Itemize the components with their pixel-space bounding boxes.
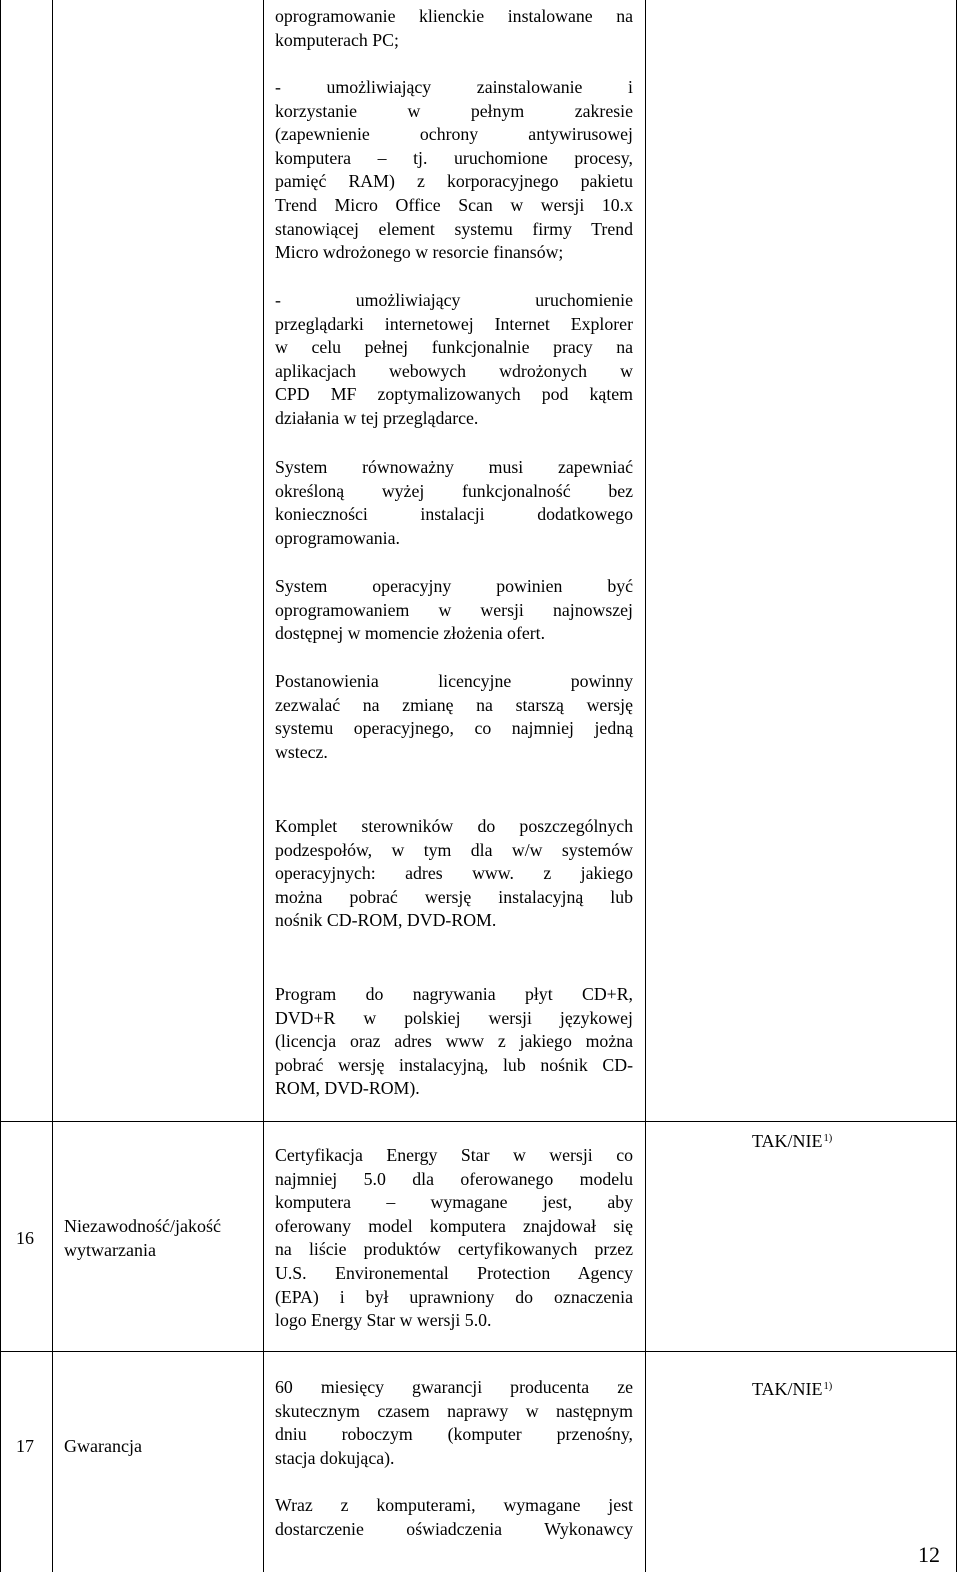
description-block-4: [275, 456, 633, 550]
text-line: pamięć RAM) z korporacyjnego pakietu: [275, 171, 633, 192]
table-border-right: [956, 0, 957, 1572]
col-divider-3: [645, 0, 646, 1572]
description-block-2: [275, 76, 633, 265]
row-divider-15-16: [0, 1121, 957, 1122]
description-block-1: [275, 5, 633, 52]
description-block-5: [275, 575, 633, 646]
row-16-description: [275, 1144, 633, 1333]
description-block-8: [275, 983, 633, 1101]
text-line: U.S. Environemental Protection Agency: [275, 1262, 633, 1283]
text-line: System operacyjny powinien być: [275, 576, 633, 596]
text-line: Micro wdrożonego w resorcie finansów;: [275, 242, 564, 263]
text-line: logo Energy Star w wersji 5.0.: [275, 1310, 492, 1331]
text-line: (licencja oraz adres www z jakiego można: [275, 1031, 633, 1052]
text-line: dostarczenie oświadczenia Wykonawcy: [275, 1518, 633, 1539]
text-line: działania w tej przeglądarce.: [275, 407, 479, 428]
row-16-name: [64, 1214, 221, 1262]
text-line: ROM, DVD-ROM).: [275, 1078, 420, 1099]
text-line: oprogramowania.: [275, 527, 400, 548]
text-line: komputera – tj. uruchomione procesy,: [275, 147, 633, 168]
text-line: (zapewnienie ochrony antywirusowej: [275, 124, 633, 145]
text-line: Program do nagrywania płyt CD+R,: [275, 984, 633, 1004]
text-line: CPD MF zoptymalizowanych pod kątem: [275, 384, 633, 405]
text-line: podzespołów, w tym dla w/w systemów: [275, 839, 633, 860]
answer-text: TAK/NIE: [752, 1379, 823, 1399]
text-line: System równoważny musi zapewniać: [275, 457, 633, 477]
row-16-number: 16: [16, 1228, 34, 1248]
col-divider-2: [263, 0, 264, 1572]
text-line: Postanowienia licencyjne powinny: [275, 671, 633, 691]
row-16-answer: [752, 1127, 832, 1153]
text-line: Komplet sterowników do poszczególnych: [275, 816, 633, 836]
text-line: oferowany model komputera znajdował się: [275, 1215, 633, 1236]
row-16-name-line: wytwarzania: [64, 1240, 156, 1260]
text-line: można pobrać wersję instalacyjną lub: [275, 886, 633, 907]
text-line: przeglądarki internetowej Internet Explorer: [275, 313, 633, 334]
text-line: konieczności instalacji dodatkowego: [275, 504, 633, 525]
row-17-description-block-1: [275, 1376, 633, 1470]
text-line: dniu roboczym (komputer przenośny,: [275, 1424, 633, 1445]
col-divider-1: [52, 0, 53, 1572]
text-line: oprogramowanie klienckie instalowane na: [275, 6, 633, 26]
text-line: nośnik CD-ROM, DVD-ROM.: [275, 910, 497, 931]
answer-text: TAK/NIE: [752, 1131, 823, 1151]
text-line: komputera – wymagane jest, aby: [275, 1192, 633, 1213]
text-line: na liście produktów certyfikowanych przez: [275, 1239, 633, 1260]
table-border-left: [0, 0, 1, 1572]
text-line: zezwalać na zmianę na starszą wersję: [275, 694, 633, 715]
text-line: 60 miesięcy gwarancji producenta ze: [275, 1377, 633, 1397]
description-block-6: [275, 670, 633, 764]
page-number: 12: [918, 1542, 940, 1567]
text-line: aplikacjach webowych wdrożonych w: [275, 360, 633, 381]
text-line: komputerach PC;: [275, 29, 399, 50]
row-17-description-block-2: [275, 1494, 633, 1541]
text-line: wstecz.: [275, 741, 328, 762]
text-line: DVD+R w polskiej wersji językowej: [275, 1007, 633, 1028]
text-line: (EPA) i był uprawniony do oznaczenia: [275, 1286, 633, 1307]
text-line: oprogramowaniem w wersji najnowszej: [275, 599, 633, 620]
text-line: dostępnej w momencie złożenia ofert.: [275, 623, 546, 644]
text-line: systemu operacyjnego, co najmniej jedną: [275, 718, 633, 739]
text-line: skutecznym czasem naprawy w następnym: [275, 1400, 633, 1421]
text-line: Wraz z komputerami, wymagane jest: [275, 1495, 633, 1515]
text-line: stacja dokująca).: [275, 1447, 395, 1468]
row-16-name-line: Niezawodność/jakość: [64, 1216, 221, 1236]
footnote-marker: 1): [823, 1133, 833, 1144]
description-block-7: [275, 815, 633, 933]
text-line: stanowiącej element systemu firmy Trend: [275, 218, 633, 239]
row-17-answer: [752, 1375, 832, 1401]
row-17-name: [64, 1434, 142, 1458]
text-line: - umożliwiający zainstalowanie i: [275, 77, 633, 97]
text-line: pobrać wersję instalacyjną, lub nośnik CD-: [275, 1054, 633, 1075]
row-17-number: 17: [16, 1436, 34, 1456]
text-line: najmniej 5.0 dla oferowanego modelu: [275, 1168, 633, 1189]
text-line: w celu pełnej funkcjonalnie pracy na: [275, 337, 633, 358]
text-line: korzystanie w pełnym zakresie: [275, 100, 633, 121]
row-17-name-line: Gwarancja: [64, 1436, 142, 1456]
text-line: Trend Micro Office Scan w wersji 10.x: [275, 194, 633, 215]
row-divider-16-17: [0, 1351, 957, 1352]
description-block-3: [275, 289, 633, 431]
text-line: - umożliwiający uruchomienie: [275, 290, 633, 310]
footnote-marker: 1): [823, 1381, 833, 1392]
text-line: operacyjnych: adres www. z jakiego: [275, 863, 633, 884]
text-line: określoną wyżej funkcjonalność bez: [275, 480, 633, 501]
text-line: Certyfikacja Energy Star w wersji co: [275, 1145, 633, 1165]
